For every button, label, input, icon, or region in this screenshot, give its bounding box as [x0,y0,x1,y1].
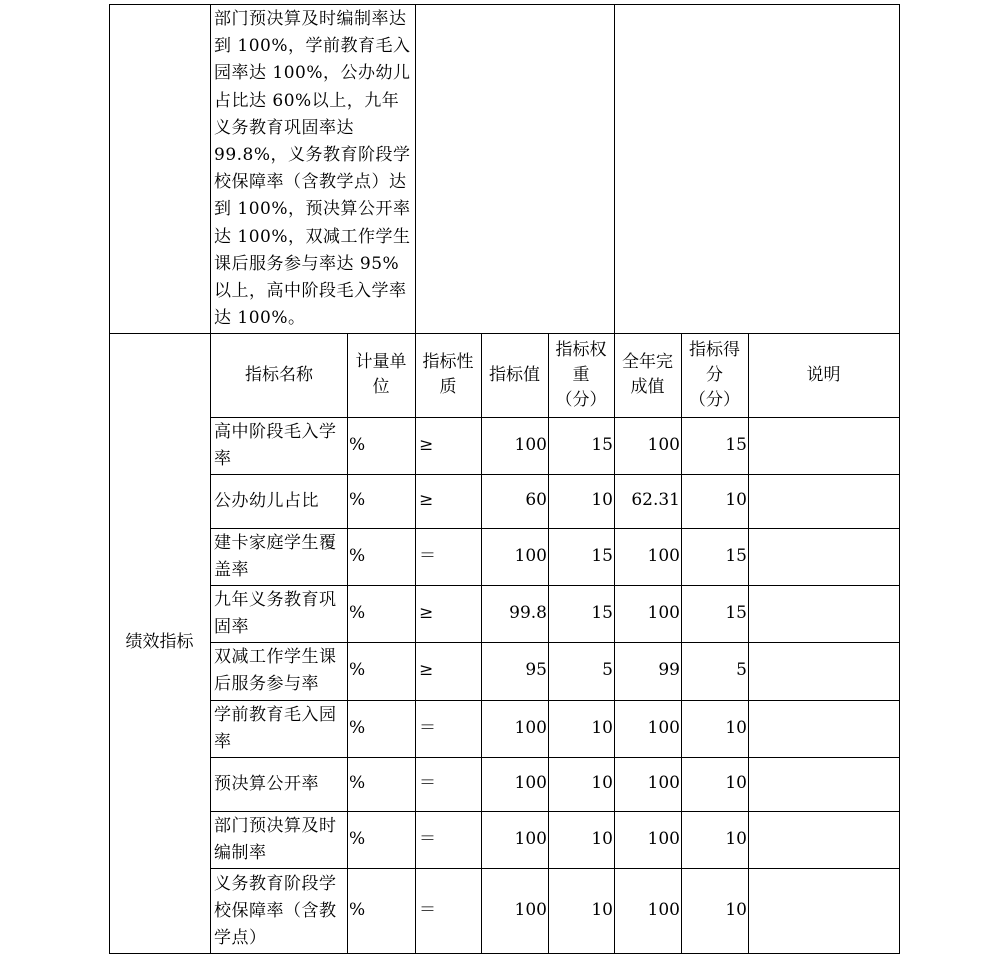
divider-goal-mid [614,4,615,334]
row-8-actual: 100 [647,828,680,849]
row-4-actual: 100 [647,602,680,623]
row-4-note [748,585,899,642]
row-7-score: 10 [725,773,747,794]
row-5-nature: ≥ [419,660,434,681]
row-9-name: 义务教育阶段学校保障率（含教学点） [214,873,337,948]
row-1-actual: 100 [647,434,680,455]
header-score: 指标得分（分） [689,339,740,410]
header-actual: 全年完成值 [622,352,673,397]
row-3-weight: 15 [591,545,613,566]
row-8-nature: ＝ [419,828,436,849]
row-2-weight: 10 [591,490,613,511]
goal-text: 部门预决算及时编制率达到 100%，学前教育毛入园率达 100%，公办幼儿占比达 60%以上，九年义务教育巩固率达 99.8%，义务教育阶段学校保障率（含教学点）达到 100%，预决算公开率达 100%，双减工作学生课后服务参与率达 95%以上，高中阶段毛入学率达 100%。 [214,9,411,329]
row-2-note [748,474,899,528]
row-4-value: 99.8 [509,602,547,623]
row-3-actual: 100 [647,545,680,566]
row-6-value: 100 [514,717,547,738]
row-6-note [748,700,899,757]
row-6-name: 学前教育毛入园率 [214,704,337,752]
header-unit: 计量单位 [355,352,407,397]
row-1-score: 15 [725,434,747,455]
row-9-weight: 10 [591,900,613,921]
row-4-name: 九年义务教育巩固率 [214,589,337,637]
row-6-unit: % [349,717,366,738]
row-2-score: 10 [725,490,747,511]
header-weight: 指标权重（分） [555,339,607,410]
row-8-score: 10 [725,828,747,849]
row-1-name: 高中阶段毛入学率 [214,421,337,469]
row-1-unit: % [349,434,366,455]
border-left [109,4,110,954]
row-5-note [748,642,899,700]
border-bottom [109,953,900,954]
row-2-value: 60 [525,490,547,511]
col-divider-3 [481,333,482,954]
row-5-value: 95 [525,660,547,681]
row-2-name: 公办幼儿占比 [214,490,319,511]
row-3-note [748,528,899,585]
header-value: 指标值 [489,364,540,385]
row-8-weight: 10 [591,828,613,849]
row-6-score: 10 [725,717,747,738]
row-divider-1 [210,417,900,418]
performance-table [109,4,901,954]
row-2-unit: % [349,490,366,511]
row-4-score: 15 [725,602,747,623]
header-note: 说明 [806,364,841,385]
row-3-score: 15 [725,545,747,566]
col-divider-4 [548,333,549,954]
row-7-note [748,757,899,811]
row-1-note [748,417,899,474]
col-divider-5 [614,333,615,954]
row-5-unit: % [349,660,366,681]
row-8-value: 100 [514,828,547,849]
row-5-weight: 5 [602,660,613,681]
row-divider-3 [210,528,900,529]
section-label: 绩效指标 [125,632,194,653]
row-7-actual: 100 [647,773,680,794]
divider-section [109,333,900,334]
row-2-actual: 62.31 [631,490,680,511]
row-6-actual: 100 [647,717,680,738]
header-name: 指标名称 [245,364,313,385]
row-9-unit: % [349,900,366,921]
row-7-unit: % [349,773,366,794]
row-1-value: 100 [514,434,547,455]
row-4-nature: ≥ [419,602,434,623]
row-9-score: 10 [725,900,747,921]
row-divider-5 [210,642,900,643]
row-2-nature: ≥ [419,490,434,511]
row-4-weight: 15 [591,602,613,623]
row-9-nature: ＝ [419,900,436,921]
row-8-unit: % [349,828,366,849]
col-divider-2 [415,333,416,954]
row-7-value: 100 [514,773,547,794]
row-8-note [748,811,899,868]
row-7-name: 预决算公开率 [214,773,319,794]
row-1-weight: 15 [591,434,613,455]
row-5-score: 5 [736,660,747,681]
col-divider-6 [681,333,682,954]
row-divider-9 [210,868,900,869]
row-4-unit: % [349,602,366,623]
row-9-note [748,868,899,954]
row-divider-4 [210,585,900,586]
row-3-unit: % [349,545,366,566]
row-3-value: 100 [514,545,547,566]
row-7-nature: ＝ [419,773,436,794]
row-7-weight: 10 [591,773,613,794]
row-divider-7 [210,757,900,758]
row-divider-6 [210,700,900,701]
col-divider-7 [748,333,749,954]
row-9-value: 100 [514,900,547,921]
border-top [109,4,900,5]
row-9-actual: 100 [647,900,680,921]
row-3-nature: ＝ [419,545,436,566]
row-divider-8 [210,811,900,812]
row-6-weight: 10 [591,717,613,738]
row-1-nature: ≥ [419,434,434,455]
divider-goal-right [415,4,416,334]
header-nature: 指标性质 [422,352,474,397]
row-divider-2 [210,474,900,475]
col-divider-1 [347,333,348,954]
row-3-name: 建卡家庭学生覆盖率 [214,532,337,580]
row-5-actual: 99 [658,660,680,681]
row-8-name: 部门预决算及时编制率 [214,815,337,863]
row-5-name: 双减工作学生课后服务参与率 [214,647,337,694]
row-6-nature: ＝ [419,717,436,738]
